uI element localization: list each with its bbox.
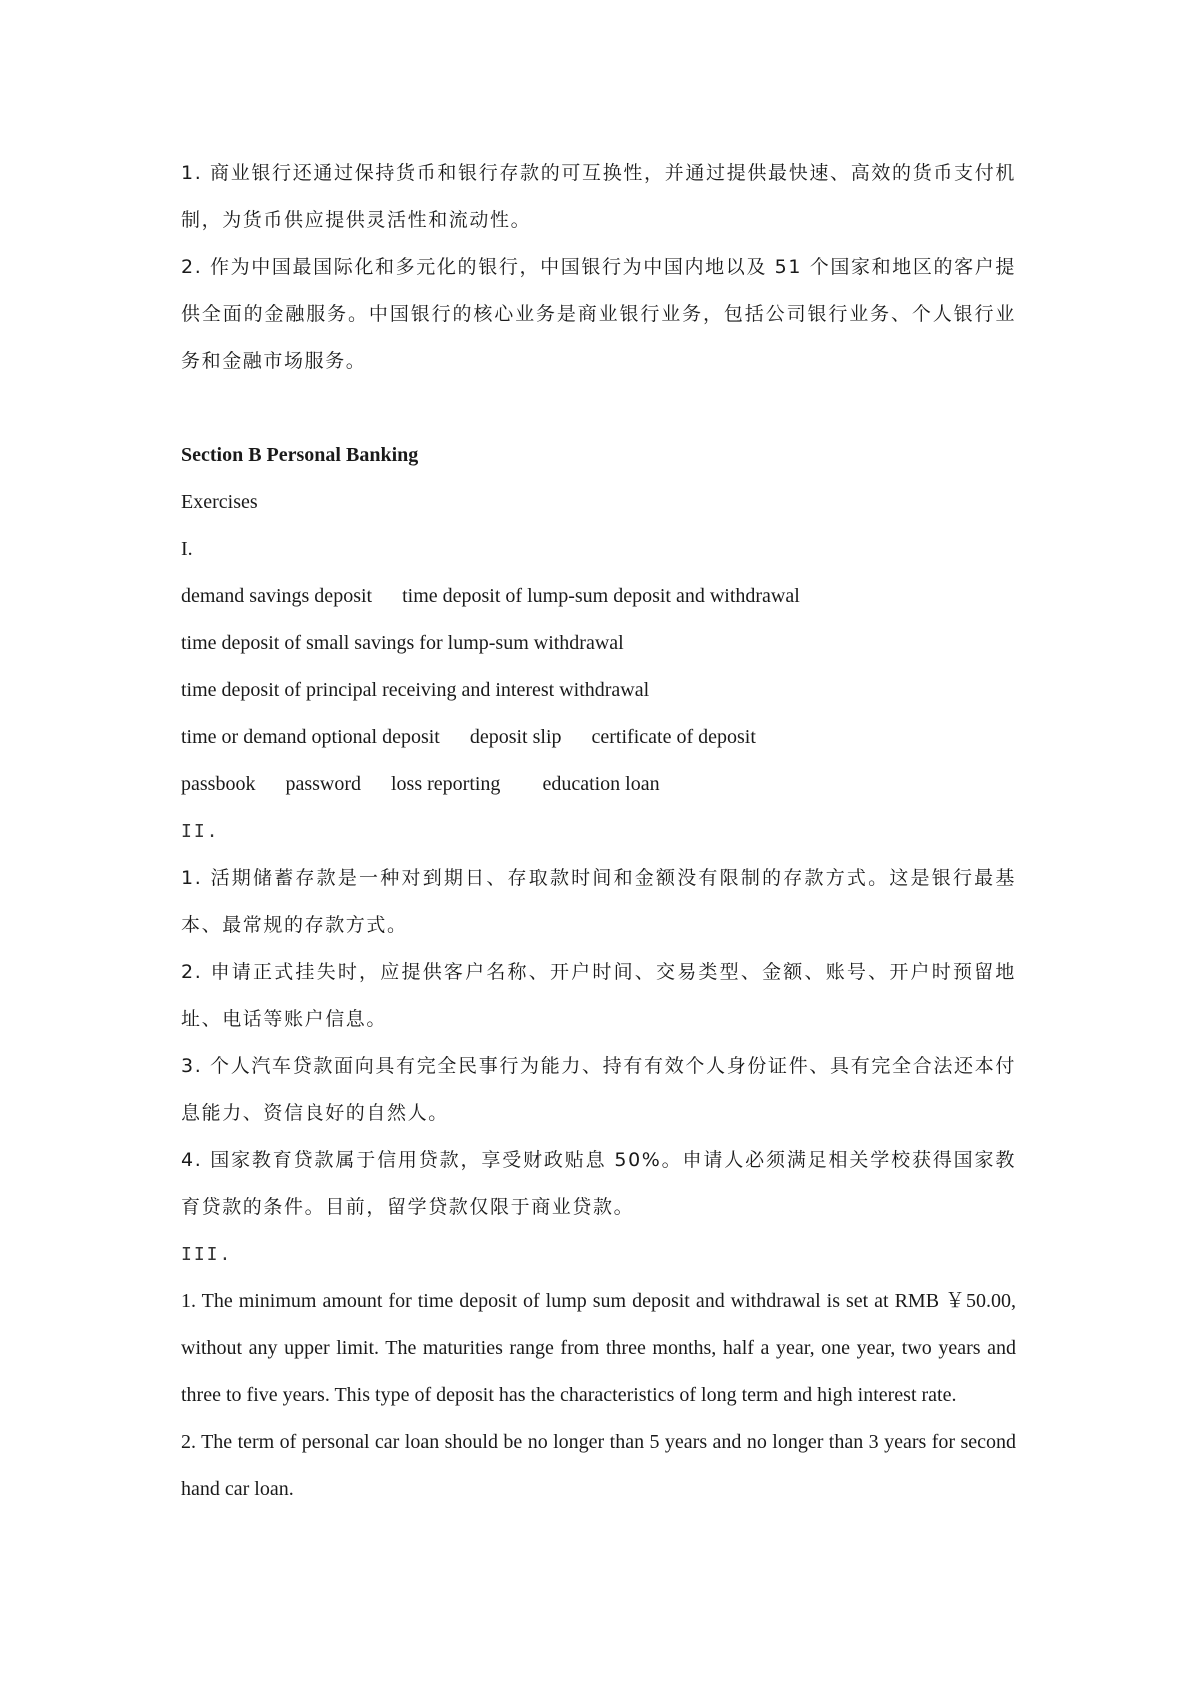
spacer: [181, 385, 1016, 432]
term-item: loss reporting: [391, 773, 501, 795]
part-two-label: II.: [181, 821, 220, 842]
term-item: password: [285, 773, 361, 795]
term-item: time deposit of lump-sum deposit and withdrawal: [402, 585, 800, 607]
exercises-label: Exercises: [181, 491, 258, 513]
document-page: [181, 150, 1016, 1513]
term-item: demand savings deposit: [181, 585, 373, 607]
english-item-2: 2. The term of personal car loan should be no longer than 5 years and no longer than 3 years for second hand car loan.: [181, 1431, 1016, 1500]
translation-item-1: 1. 活期储蓄存款是一种对到期日、存取款时间和金额没有限制的存款方式。这是银行最基本、最常规的存款方式。: [181, 867, 1016, 936]
section-heading: Section B Personal Banking: [181, 444, 419, 466]
english-item-1: 1. The minimum amount for time deposit of lump sum deposit and withdrawal is set at RMB ￥50.00, without any upper limit. The maturities range from three months, half a year, one year, two years and three to five years. This type of deposit has the characteristics of long term and high interest rate.: [181, 1290, 1016, 1406]
part-three-label: III.: [181, 1244, 233, 1265]
translation-item-4: 4. 国家教育贷款属于信用贷款，享受财政贴息 50%。申请人必须满足相关学校获得国家教育贷款的条件。目前，留学贷款仅限于商业贷款。: [181, 1149, 1016, 1218]
term-line-5: [181, 761, 1016, 808]
term-line-4: [181, 714, 1016, 761]
translation-item-2: 2. 申请正式挂失时，应提供客户名称、开户时间、交易类型、金额、账号、开户时预留地址、电话等账户信息。: [181, 961, 1016, 1030]
term-item: passbook: [181, 773, 256, 795]
term-item: time deposit of principal receiving and interest withdrawal: [181, 679, 650, 701]
term-item: time or demand optional deposit: [181, 726, 440, 748]
term-item: education loan: [542, 773, 660, 795]
term-line-2: [181, 620, 1016, 667]
part-one-label: I.: [181, 538, 193, 560]
term-item: certificate of deposit: [591, 726, 756, 748]
translation-item-3: 3. 个人汽车贷款面向具有完全民事行为能力、持有有效个人身份证件、具有完全合法还本付息能力、资信良好的自然人。: [181, 1055, 1016, 1124]
term-item: time deposit of small savings for lump-sum withdrawal: [181, 632, 624, 654]
term-item: deposit slip: [469, 726, 562, 748]
paragraph-bank-of-china-services: 2. 作为中国最国际化和多元化的银行，中国银行为中国内地以及 51 个国家和地区的客户提供全面的金融服务。中国银行的核心业务是商业银行业务，包括公司银行业务、个人银行业务和金融市场服务。: [181, 256, 1016, 372]
term-line-3: [181, 667, 1016, 714]
term-line-1: [181, 573, 1016, 620]
paragraph-commercial-bank-liquidity: 1. 商业银行还通过保持货币和银行存款的可互换性，并通过提供最快速、高效的货币支付机制，为货币供应提供灵活性和流动性。: [181, 162, 1016, 231]
